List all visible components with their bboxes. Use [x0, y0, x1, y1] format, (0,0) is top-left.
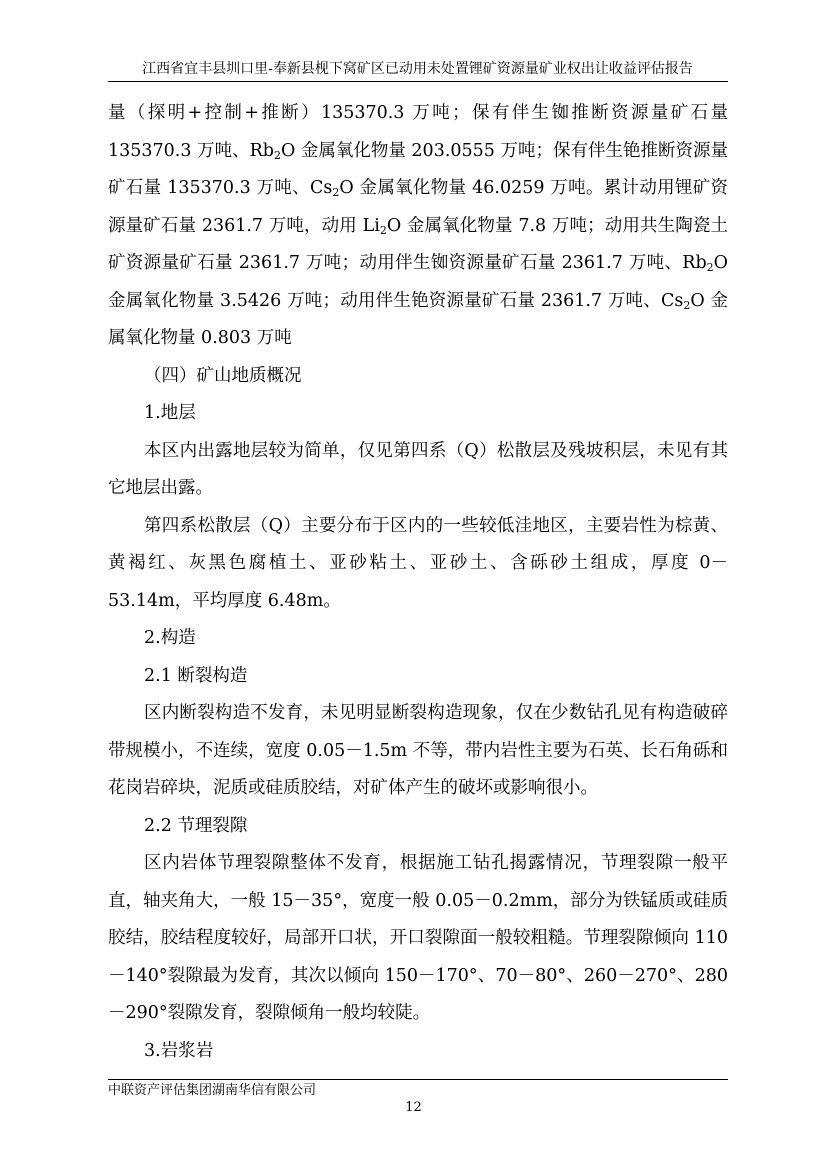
heading-joint: 2.2 节理裂隙 — [144, 815, 248, 836]
subscript: 2 — [706, 261, 714, 274]
footer-divider — [108, 1079, 728, 1080]
text-run: O 金属氧化物量 3.5426 万吨；动用伴生铯资源量矿石量 2361.7 万吨、Cs — [108, 253, 728, 311]
subscript: 2 — [379, 223, 387, 237]
footer-company: 中联资产评估集团湖南华信有限公司 — [108, 1083, 317, 1098]
subscript: 2 — [332, 186, 340, 199]
page-number: 12 — [405, 1100, 422, 1115]
text-run: O 金属氧化物量 0.803 万吨 — [108, 290, 728, 348]
text-run: O 金属氧化物量 7.8 万吨；动用共生陶瓷土矿资源量矿石量 2361.7 万吨；动用伴生铷资源量矿石量 2361.7 万吨、Rb — [108, 215, 728, 273]
paragraph-fault: 区内断裂构造不发育，未见明显断裂构造现象，仅在少数钻孔见有构造破碎带规模小，不连续，宽度 0.05－1.5m 不等，带内岩性主要为石英、长石角砾和花岗岩碎块，泥质或硅质胶结，对矿体产生的破坏或影响很小。 — [108, 703, 728, 798]
paragraph-strata-2: 第四系松散层（Q）主要分布于区内的一些较低洼地区，主要岩性为棕黄、黄褐红、灰黑色腐植土、亚砂粘土、亚砂土、含砾砂土组成，厚度 0－53.14m，平均厚度 6.48m。 — [108, 515, 728, 611]
text-run: 量（探明+控制+推断）135370.3 万吨；保有伴生铷推断资源量矿石量 135370.3 万吨、Rb — [108, 103, 728, 161]
heading-structure: 2.构造 — [144, 628, 196, 648]
heading-fault: 2.1 断裂构造 — [144, 665, 248, 686]
text-run: O 金属氧化物量 46.0259 万吨。累计动用锂矿资源量矿石量 2361.7 万吨，动用 Li — [108, 178, 729, 236]
heading-strata: 1.地层 — [144, 403, 196, 423]
paragraph-joint: 区内岩体节理裂隙整体不发育，根据施工钻孔揭露情况，节理裂隙一般平直，轴夹角大，一般 15－35°，宽度一般 0.05－0.2mm，部分为铁锰质或硅质胶结，胶结程度较好，局部开口状，开口裂隙面一般较粗糙。节理裂隙倾向 110－140°裂隙最为发育，其次以倾向 150－170°、70－80°、260－270°、280－290°裂隙发育，裂隙倾角一般均较陡。 — [108, 853, 728, 1023]
page-header: 江西省宜丰县圳口里-奉新县枧下窝矿区已动用未处置锂矿资源量矿业权出让收益评估报告 — [142, 61, 693, 77]
paragraph-strata-1: 本区内出露地层较为简单，仅见第四系（Q）松散层及残坡积层，未见有其它地层出露。 — [108, 440, 728, 498]
subscript: 2 — [683, 298, 691, 312]
document-body — [108, 95, 728, 1070]
paragraph-resources — [108, 95, 728, 358]
text-run: O 金属氧化物量 203.0555 万吨；保有伴生铯推断资源量矿石量 135370.3 万吨、Cs — [108, 140, 728, 198]
heading-mine-geology: （四）矿山地质概况 — [144, 365, 302, 386]
subscript: 2 — [273, 148, 281, 162]
header-divider — [108, 81, 728, 82]
heading-magmatic-rock: 3.岩浆岩 — [144, 1040, 214, 1061]
